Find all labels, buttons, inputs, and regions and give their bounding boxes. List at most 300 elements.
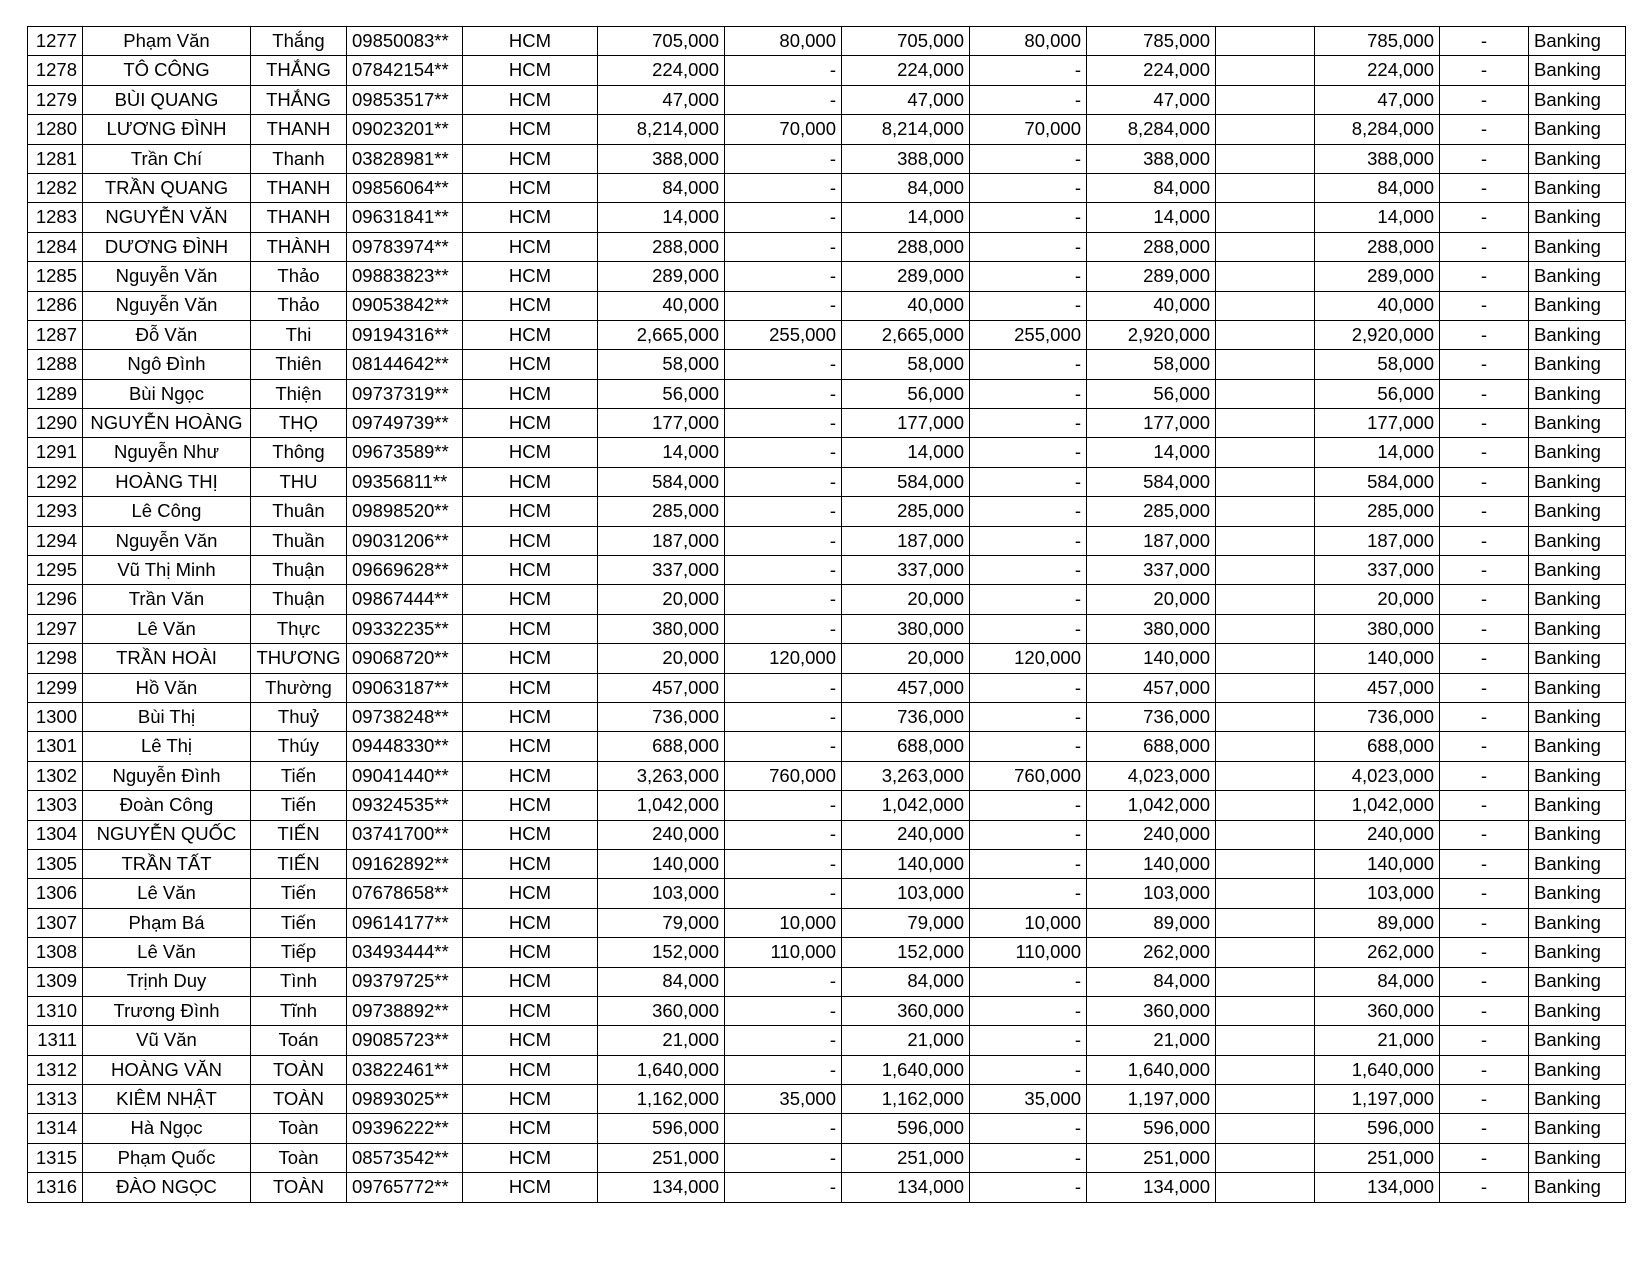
payable-cell: 785,000 [1315,27,1440,56]
first-name-cell: Thắng [251,27,347,56]
empty-cell [1216,967,1315,996]
deduction-cell: - [1440,1055,1529,1084]
amount-cell: 736,000 [842,702,970,731]
payable-cell: 20,000 [1315,585,1440,614]
amount-cell: 285,000 [598,497,725,526]
phone-cell: 09867444** [347,585,463,614]
amount-cell: 688,000 [598,732,725,761]
last-middle-name-cell: Bùi Ngọc [83,379,251,408]
bonus-cell: - [970,849,1087,878]
table-row [28,438,1626,467]
amount-cell: 224,000 [842,56,970,85]
amount-cell: 2,665,000 [842,320,970,349]
location-cell: HCM [463,791,598,820]
bonus-cell: - [970,85,1087,114]
last-middle-name-cell: KIÊM NHẬT [83,1085,251,1114]
payment-method-cell: Banking [1529,673,1626,702]
empty-cell [1216,702,1315,731]
total-cell: 380,000 [1087,614,1216,643]
empty-cell [1216,644,1315,673]
deduction-cell: - [1440,967,1529,996]
amount-cell: 47,000 [598,85,725,114]
location-cell: HCM [463,203,598,232]
location-cell: HCM [463,1055,598,1084]
phone-cell: 03493444** [347,938,463,967]
first-name-cell: Thường [251,673,347,702]
phone-cell: 09162892** [347,849,463,878]
empty-cell [1216,203,1315,232]
payable-cell: 288,000 [1315,232,1440,261]
bonus-cell: - [725,173,842,202]
bonus-cell: - [725,673,842,702]
phone-cell: 09332235** [347,614,463,643]
row-number-cell: 1302 [28,761,83,790]
last-middle-name-cell: NGUYỄN QUỐC [83,820,251,849]
deduction-cell: - [1440,203,1529,232]
amount-cell: 14,000 [598,203,725,232]
amount-cell: 688,000 [842,732,970,761]
deduction-cell: - [1440,644,1529,673]
location-cell: HCM [463,526,598,555]
phone-cell: 09893025** [347,1085,463,1114]
table-row [28,1143,1626,1172]
table-row [28,1085,1626,1114]
total-cell: 58,000 [1087,350,1216,379]
bonus-cell: - [725,232,842,261]
payable-cell: 140,000 [1315,644,1440,673]
first-name-cell: Thuận [251,585,347,614]
deduction-cell: - [1440,585,1529,614]
amount-cell: 79,000 [842,908,970,937]
payable-cell: 140,000 [1315,849,1440,878]
amount-cell: 736,000 [598,702,725,731]
last-middle-name-cell: Nguyễn Đình [83,761,251,790]
first-name-cell: Thuận [251,556,347,585]
total-cell: 21,000 [1087,1026,1216,1055]
bonus-cell: - [970,203,1087,232]
first-name-cell: Thuân [251,497,347,526]
payment-method-cell: Banking [1529,908,1626,937]
phone-cell: 09068720** [347,644,463,673]
bonus-cell: - [970,791,1087,820]
payment-method-cell: Banking [1529,203,1626,232]
amount-cell: 56,000 [842,379,970,408]
amount-cell: 152,000 [842,938,970,967]
empty-cell [1216,497,1315,526]
first-name-cell: Thuần [251,526,347,555]
location-cell: HCM [463,732,598,761]
payment-method-cell: Banking [1529,291,1626,320]
deduction-cell: - [1440,996,1529,1025]
total-cell: 262,000 [1087,938,1216,967]
row-number-cell: 1299 [28,673,83,702]
phone-cell: 09194316** [347,320,463,349]
empty-cell [1216,350,1315,379]
empty-cell [1216,27,1315,56]
bonus-cell: - [725,1026,842,1055]
last-middle-name-cell: TRẦN TẤT [83,849,251,878]
bonus-cell: - [970,379,1087,408]
amount-cell: 584,000 [598,467,725,496]
amount-cell: 705,000 [598,27,725,56]
location-cell: HCM [463,85,598,114]
payment-method-cell: Banking [1529,438,1626,467]
amount-cell: 388,000 [598,144,725,173]
location-cell: HCM [463,467,598,496]
phone-cell: 09085723** [347,1026,463,1055]
payment-method-cell: Banking [1529,320,1626,349]
table-row [28,879,1626,908]
deduction-cell: - [1440,291,1529,320]
bonus-cell: - [970,673,1087,702]
location-cell: HCM [463,320,598,349]
bonus-cell: 120,000 [970,644,1087,673]
total-cell: 8,284,000 [1087,115,1216,144]
amount-cell: 289,000 [598,262,725,291]
deduction-cell: - [1440,85,1529,114]
amount-cell: 288,000 [598,232,725,261]
phone-cell: 09850083** [347,27,463,56]
bonus-cell: - [725,614,842,643]
bonus-cell: - [725,56,842,85]
payable-cell: 1,197,000 [1315,1085,1440,1114]
payment-method-cell: Banking [1529,1055,1626,1084]
first-name-cell: TOÀN [251,1173,347,1202]
last-middle-name-cell: TRẦN QUANG [83,173,251,202]
table-row [28,849,1626,878]
first-name-cell: THANH [251,203,347,232]
amount-cell: 596,000 [842,1114,970,1143]
deduction-cell: - [1440,173,1529,202]
empty-cell [1216,1085,1315,1114]
first-name-cell: Thảo [251,262,347,291]
last-middle-name-cell: Hồ Văn [83,673,251,702]
deduction-cell: - [1440,467,1529,496]
table-row [28,556,1626,585]
last-middle-name-cell: Lê Văn [83,614,251,643]
phone-cell: 09448330** [347,732,463,761]
location-cell: HCM [463,908,598,937]
phone-cell: 03828981** [347,144,463,173]
empty-cell [1216,85,1315,114]
location-cell: HCM [463,497,598,526]
payable-cell: 177,000 [1315,409,1440,438]
bonus-cell: - [970,585,1087,614]
payment-method-cell: Banking [1529,1026,1626,1055]
payable-cell: 688,000 [1315,732,1440,761]
phone-cell: 09669628** [347,556,463,585]
deduction-cell: - [1440,614,1529,643]
location-cell: HCM [463,702,598,731]
first-name-cell: Tiến [251,791,347,820]
amount-cell: 251,000 [842,1143,970,1172]
bonus-cell: - [725,526,842,555]
phone-cell: 09783974** [347,232,463,261]
empty-cell [1216,115,1315,144]
row-number-cell: 1289 [28,379,83,408]
deduction-cell: - [1440,702,1529,731]
table-row [28,938,1626,967]
amount-cell: 40,000 [598,291,725,320]
deduction-cell: - [1440,232,1529,261]
first-name-cell: THANH [251,115,347,144]
last-middle-name-cell: Đoàn Công [83,791,251,820]
bonus-cell: - [725,291,842,320]
payable-cell: 240,000 [1315,820,1440,849]
table-row [28,467,1626,496]
row-number-cell: 1314 [28,1114,83,1143]
amount-cell: 20,000 [598,585,725,614]
empty-cell [1216,1173,1315,1202]
last-middle-name-cell: Nguyễn Văn [83,526,251,555]
first-name-cell: THẮNG [251,85,347,114]
bonus-cell: - [725,262,842,291]
location-cell: HCM [463,350,598,379]
total-cell: 388,000 [1087,144,1216,173]
bonus-cell: - [725,791,842,820]
row-number-cell: 1309 [28,967,83,996]
empty-cell [1216,467,1315,496]
empty-cell [1216,1114,1315,1143]
row-number-cell: 1301 [28,732,83,761]
last-middle-name-cell: HOÀNG THỊ [83,467,251,496]
empty-cell [1216,1143,1315,1172]
amount-cell: 134,000 [842,1173,970,1202]
last-middle-name-cell: Lê Văn [83,938,251,967]
row-number-cell: 1304 [28,820,83,849]
bonus-cell: - [970,56,1087,85]
row-number-cell: 1288 [28,350,83,379]
empty-cell [1216,761,1315,790]
bonus-cell: - [725,1114,842,1143]
first-name-cell: Thực [251,614,347,643]
table-row [28,409,1626,438]
deduction-cell: - [1440,115,1529,144]
amount-cell: 1,162,000 [842,1085,970,1114]
phone-cell: 09031206** [347,526,463,555]
phone-cell: 09631841** [347,203,463,232]
payable-cell: 380,000 [1315,614,1440,643]
row-number-cell: 1313 [28,1085,83,1114]
last-middle-name-cell: Bùi Thị [83,702,251,731]
table-row [28,996,1626,1025]
deduction-cell: - [1440,879,1529,908]
bonus-cell: - [970,1143,1087,1172]
payment-method-cell: Banking [1529,879,1626,908]
deduction-cell: - [1440,732,1529,761]
total-cell: 224,000 [1087,56,1216,85]
total-cell: 56,000 [1087,379,1216,408]
amount-cell: 21,000 [842,1026,970,1055]
last-middle-name-cell: TRẦN HOÀI [83,644,251,673]
empty-cell [1216,908,1315,937]
phone-cell: 09673589** [347,438,463,467]
last-middle-name-cell: Phạm Bá [83,908,251,937]
row-number-cell: 1285 [28,262,83,291]
deduction-cell: - [1440,1026,1529,1055]
payable-cell: 1,042,000 [1315,791,1440,820]
table-row [28,614,1626,643]
location-cell: HCM [463,56,598,85]
total-cell: 457,000 [1087,673,1216,702]
deduction-cell: - [1440,908,1529,937]
amount-cell: 152,000 [598,938,725,967]
row-number-cell: 1281 [28,144,83,173]
amount-cell: 58,000 [598,350,725,379]
amount-cell: 251,000 [598,1143,725,1172]
row-number-cell: 1316 [28,1173,83,1202]
row-number-cell: 1296 [28,585,83,614]
deduction-cell: - [1440,1085,1529,1114]
amount-cell: 20,000 [598,644,725,673]
row-number-cell: 1300 [28,702,83,731]
bonus-cell: 10,000 [970,908,1087,937]
location-cell: HCM [463,1173,598,1202]
amount-cell: 705,000 [842,27,970,56]
amount-cell: 177,000 [598,409,725,438]
last-middle-name-cell: Đỗ Văn [83,320,251,349]
deduction-cell: - [1440,1114,1529,1143]
location-cell: HCM [463,1085,598,1114]
row-number-cell: 1293 [28,497,83,526]
first-name-cell: Thiên [251,350,347,379]
payment-method-cell: Banking [1529,967,1626,996]
deduction-cell: - [1440,320,1529,349]
table-row [28,908,1626,937]
deduction-cell: - [1440,56,1529,85]
bonus-cell: - [970,732,1087,761]
empty-cell [1216,585,1315,614]
amount-cell: 56,000 [598,379,725,408]
bonus-cell: - [970,291,1087,320]
table-row [28,173,1626,202]
payment-method-cell: Banking [1529,27,1626,56]
location-cell: HCM [463,1143,598,1172]
bonus-cell: - [970,556,1087,585]
total-cell: 584,000 [1087,467,1216,496]
table-row [28,262,1626,291]
bonus-cell: - [970,409,1087,438]
total-cell: 288,000 [1087,232,1216,261]
total-cell: 2,920,000 [1087,320,1216,349]
location-cell: HCM [463,967,598,996]
bonus-cell: - [970,879,1087,908]
empty-cell [1216,1026,1315,1055]
total-cell: 1,042,000 [1087,791,1216,820]
bonus-cell: - [725,350,842,379]
phone-cell: 09041440** [347,761,463,790]
total-cell: 240,000 [1087,820,1216,849]
last-middle-name-cell: Nguyễn Văn [83,262,251,291]
empty-cell [1216,144,1315,173]
bonus-cell: 760,000 [970,761,1087,790]
location-cell: HCM [463,644,598,673]
last-middle-name-cell: HOÀNG VĂN [83,1055,251,1084]
bonus-cell: - [725,379,842,408]
phone-cell: 09053842** [347,291,463,320]
payment-method-cell: Banking [1529,732,1626,761]
bonus-cell: - [725,203,842,232]
location-cell: HCM [463,761,598,790]
location-cell: HCM [463,379,598,408]
bonus-cell: 255,000 [725,320,842,349]
empty-cell [1216,526,1315,555]
total-cell: 14,000 [1087,203,1216,232]
row-number-cell: 1297 [28,614,83,643]
last-middle-name-cell: Phạm Quốc [83,1143,251,1172]
payable-cell: 47,000 [1315,85,1440,114]
deduction-cell: - [1440,262,1529,291]
last-middle-name-cell: Trần Văn [83,585,251,614]
amount-cell: 596,000 [598,1114,725,1143]
phone-cell: 07842154** [347,56,463,85]
last-middle-name-cell: NGUYỄN HOÀNG [83,409,251,438]
amount-cell: 1,042,000 [598,791,725,820]
total-cell: 140,000 [1087,644,1216,673]
amount-cell: 289,000 [842,262,970,291]
payment-method-cell: Banking [1529,85,1626,114]
bonus-cell: - [725,585,842,614]
first-name-cell: Toán [251,1026,347,1055]
empty-cell [1216,820,1315,849]
phone-cell: 09063187** [347,673,463,702]
location-cell: HCM [463,556,598,585]
bonus-cell: - [970,262,1087,291]
bonus-cell: - [970,467,1087,496]
payable-cell: 736,000 [1315,702,1440,731]
first-name-cell: Tiến [251,908,347,937]
deduction-cell: - [1440,526,1529,555]
deduction-cell: - [1440,673,1529,702]
amount-cell: 337,000 [598,556,725,585]
bonus-cell: - [970,1026,1087,1055]
bonus-cell: 70,000 [970,115,1087,144]
empty-cell [1216,56,1315,85]
total-cell: 285,000 [1087,497,1216,526]
payment-method-cell: Banking [1529,849,1626,878]
amount-cell: 1,640,000 [842,1055,970,1084]
phone-cell: 09396222** [347,1114,463,1143]
first-name-cell: Tiếp [251,938,347,967]
amount-cell: 134,000 [598,1173,725,1202]
row-number-cell: 1279 [28,85,83,114]
deduction-cell: - [1440,849,1529,878]
bonus-cell: 80,000 [970,27,1087,56]
amount-cell: 177,000 [842,409,970,438]
table-row [28,232,1626,261]
bonus-cell: - [725,144,842,173]
phone-cell: 09379725** [347,967,463,996]
empty-cell [1216,379,1315,408]
payable-cell: 2,920,000 [1315,320,1440,349]
row-number-cell: 1283 [28,203,83,232]
last-middle-name-cell: Ngô Đình [83,350,251,379]
last-middle-name-cell: Phạm Văn [83,27,251,56]
payable-cell: 84,000 [1315,173,1440,202]
row-number-cell: 1315 [28,1143,83,1172]
bonus-cell: - [970,996,1087,1025]
empty-cell [1216,291,1315,320]
payment-method-cell: Banking [1529,820,1626,849]
first-name-cell: THẮNG [251,56,347,85]
table-row [28,791,1626,820]
first-name-cell: Thông [251,438,347,467]
empty-cell [1216,320,1315,349]
phone-cell: 09324535** [347,791,463,820]
payment-method-cell: Banking [1529,1085,1626,1114]
last-middle-name-cell: Nguyễn Văn [83,291,251,320]
total-cell: 736,000 [1087,702,1216,731]
